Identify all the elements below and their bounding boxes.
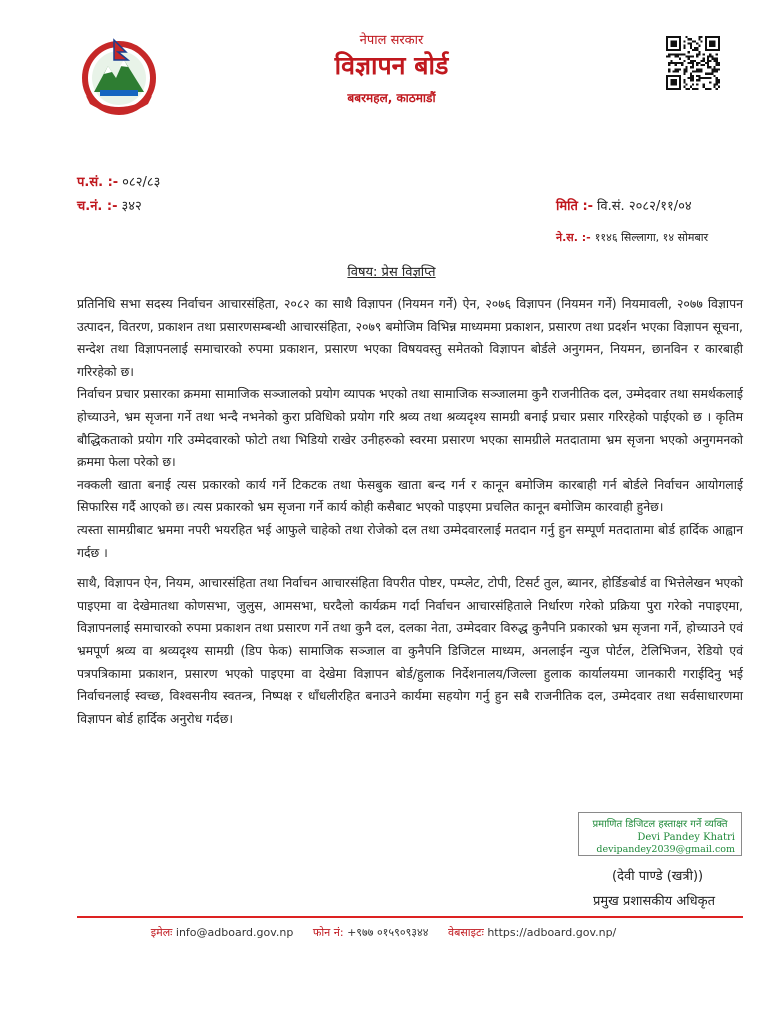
signature-caption: प्रमाणित डिजिटल हस्ताक्षर गर्ने व्यक्ति: [592, 819, 728, 830]
press-release-body: [77, 293, 743, 730]
office-address: बबरमहल, काठमाडौं: [347, 91, 436, 105]
cn-number: [77, 196, 142, 214]
paragraph-5: साथै, विज्ञापन ऐन, नियम, आचारसंहिता तथा निर्वाचन आचारसंहिता विपरीत पोष्टर, पम्प्लेट, टोपी, टिसर्ट तुल, ब्यानर, होर्डिङबोर्ड वा भित्तेलेखन भएको पाइएमा वा देखेमातथा कोणसभा, जुलुस, आमसभा, घरदैलो कार्यक्रम गर्दा निर्वाचन आचारसंहिताले निर्धारण गरेको प्रक्रिया पुरा गरेको नपाइएमा, विज्ञापनलाई समाचारको रुपमा प्रकाशन तथा प्रसारण गर्ने तथा कुनै दल, दलका नेता, उम्मेदवार विरुद्ध कुनैपनि प्रकारको भ्रम सृजना गर्ने, होच्याउने एवं भ्रमपूर्ण श्रव्य वा श्रव्यदृश्य सामग्री (डिप फेक) सामाजिक सञ्जाल वा कुनैपनि डिजिटल माध्यम, अनलाईन न्युज पोर्टल, टेलिभिजन, रेडियो एवं पत्रपत्रिकामा प्रकाशन, प्रसारण भएको पाइएमा वा देखेमा विज्ञापन बोर्ड/हुलाक निर्देशनालय/जिल्ला हुलाक कार्यालयमा जानकारी गराईदिनु भई निर्वाचनलाई स्वच्छ, विश्वसनीय स्वतन्त्र, निष्पक्ष र धाँधलीरहित बनाउने कार्यमा सहयोग गर्नु हुन सबै राजनीतिक दल, उम्मेदवार तथा सर्वसाधारणमा विज्ञापन बोर्ड हार्दिक अनुरोध गर्दछ।: [77, 575, 743, 726]
government-label: नेपाल सरकार: [359, 33, 424, 48]
footer-email-link[interactable]: info@adboard.gov.np: [175, 926, 294, 939]
nepal-sambat-line: [556, 230, 708, 245]
date-label: मिति :-: [556, 199, 594, 214]
ps-value: ०८२/८३: [122, 175, 161, 190]
qr-code-icon[interactable]: [666, 36, 720, 90]
paragraph-1: प्रतिनिधि सभा सदस्य निर्वाचन आचारसंहिता, २०८२ का साथै विज्ञापन (नियमन गर्ने) ऐन, २०७६ विज्ञापन (नियमन गर्ने) नियमावली, २०७७ विज्ञापन उत्पादन, वितरण, प्रकाशन तथा प्रसारणसम्बन्धी आचारसंहिता, २०७९ बमोजिम विभिन्न माध्यममा प्रकाशन, प्रसारण तथा प्रदर्शन भएका विज्ञापन सूचना, सन्देश तथा विज्ञापनलाई समाचारको रुपमा प्रकाशन, प्रसारण भएका विषयवस्तु समेतको विज्ञापन बोर्डले अनुगमन, नियमन, छानविन र कारबाही गरिरहेको छ।: [77, 296, 743, 379]
ns-value: ११४६ सिल्लागा, १४ सोमबार: [594, 231, 709, 244]
footer-contact: [0, 925, 783, 940]
date-line: [556, 196, 692, 214]
ns-label: ने.स. :-: [556, 231, 591, 244]
signer-name-nepali: (देवी पाण्डे (खत्री)): [612, 869, 704, 884]
footer-web-link[interactable]: https://adboard.gov.np/: [487, 926, 617, 939]
cn-label: च.नं. :-: [77, 199, 118, 214]
cn-value: ३४२: [121, 199, 142, 214]
subject-line: विषय: प्रेस विज्ञप्ति: [347, 265, 436, 280]
office-title: विज्ञापन बोर्ड: [334, 51, 449, 80]
paragraph-2: निर्वाचन प्रचार प्रसारका क्रममा सामाजिक सञ्जालको प्रयोग व्यापक भएको तथा सामाजिक सञ्जालमा कुनै राजनीतिक दल, उम्मेदवार तथा समर्थकलाई होच्याउने, भ्रम सृजना गर्ने तथा भन्दै नभनेको कुरा प्रविधिको प्रयोग गरि श्रव्य तथा श्रव्यदृश्य सामग्री बनाई प्रचार प्रसार गरिरहेको पाईएको छ । कृतिम बौद्धिकताको प्रयोग गरि उम्मेदवारको फोटो तथा भिडियो राखेर उनीहरुको स्वरमा प्रसारण भएका सामग्रीले मतदातामा भ्रम सृजना भएको अनुगमनको क्रममा फेला परेको छ।: [77, 386, 743, 470]
date-value: वि.सं. २०८२/११/०४: [597, 199, 692, 214]
footer-phone-value: +९७७ ०१५९०९३४४: [347, 926, 429, 939]
signer-email[interactable]: devipandey2039@gmail.com: [596, 844, 735, 855]
footer-email-label: इमेलः: [150, 926, 173, 939]
footer-web-label: वेबसाइटः: [447, 926, 484, 939]
ps-number: [77, 172, 160, 190]
digital-signature-box: [578, 812, 742, 856]
ps-label: प.सं. :-: [77, 175, 119, 190]
footer-phone-label: फोन नं:: [312, 926, 344, 939]
signer-title: प्रमुख प्रशासकीय अधिकृत: [593, 894, 716, 909]
footer-divider: [77, 916, 743, 918]
signer-name-english: Devi Pandey Khatri: [637, 832, 735, 843]
paragraph-4: त्यस्ता सामग्रीबाट भ्रममा नपरी भयरहित भई आफुले चाहेको तथा रोजेको दल तथा उम्मेदवारलाई मतदान गर्नु हुन सम्पूर्ण मतदातामा बोर्ड हार्दिक आह्वान गर्दछ ।: [77, 521, 743, 560]
paragraph-3: नक्कली खाता बनाई त्यस प्रकारको कार्य गर्ने टिकटक तथा फेसबुक खाता बन्द गर्न र कानून बमोजिम कारबाही गर्न बोर्डले निर्वाचन आयोगलाई सिफारिस गर्दै आएको छ। त्यस प्रकारको भ्रम सृजना गर्ने कार्य कोही कसैबाट भएको पाइएमा प्रचलित कानून बमोजिम कारवाही हुनेछ।: [77, 476, 743, 515]
